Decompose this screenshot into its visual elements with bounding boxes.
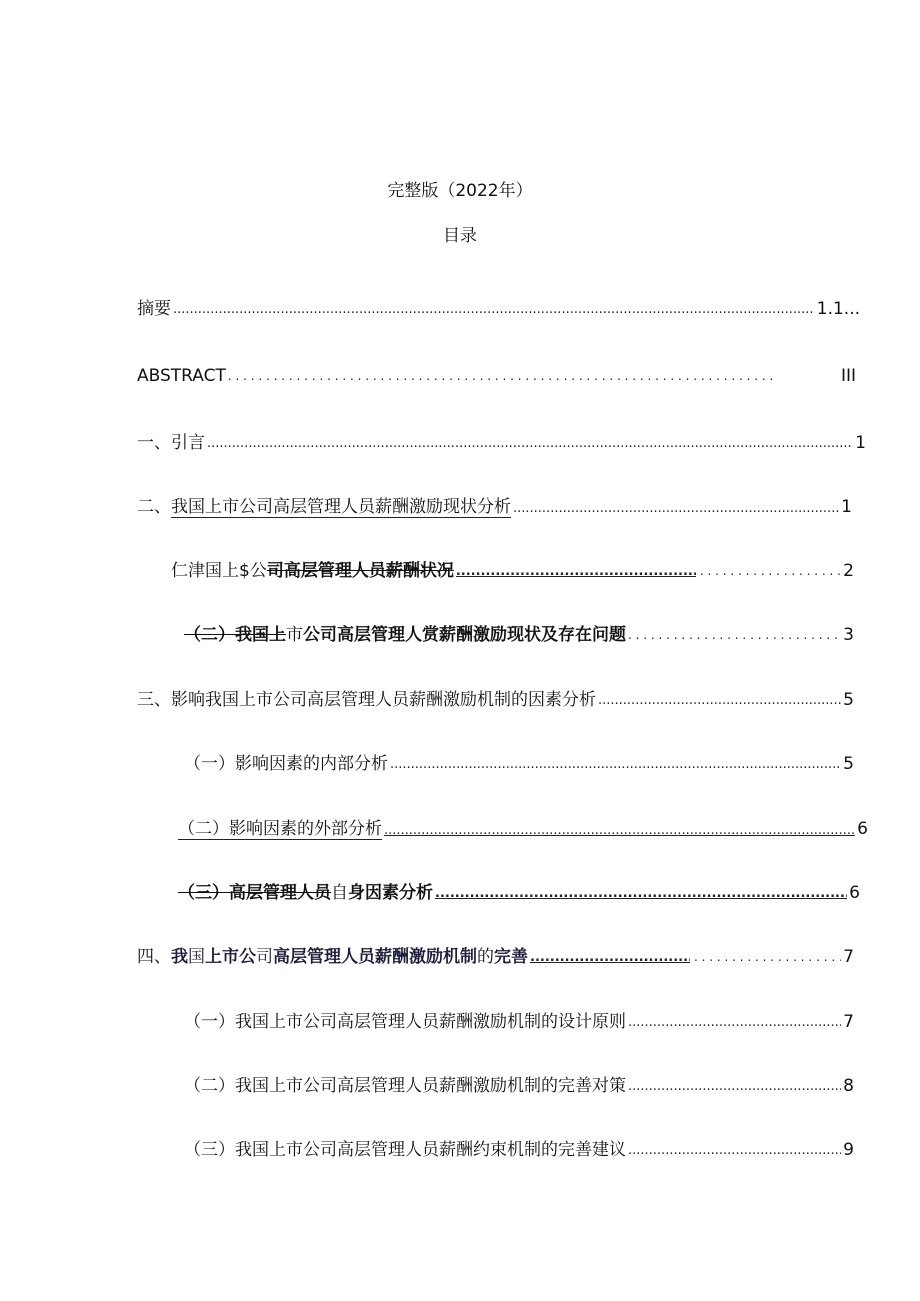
toc-entry-text-part: 司 — [256, 947, 273, 967]
toc-entry-text-part: 的 — [477, 947, 494, 967]
toc-entry-text-part: （三）高层管理人员 — [178, 883, 331, 903]
toc-entry[interactable] — [178, 878, 860, 903]
toc-entry-text-part: （二）我国上 — [184, 625, 286, 645]
toc-page-number: 1 — [855, 433, 866, 453]
toc-entry[interactable] — [137, 428, 866, 453]
toc-entry-text: 三、影响我国上市公司高层管理人员薪酬激励机制的因素分析 — [137, 690, 596, 710]
toc-entry-text-part: 自 — [331, 883, 348, 903]
toc-leader — [628, 1144, 841, 1160]
toc-leader — [173, 303, 815, 319]
toc-leader — [513, 502, 839, 518]
toc-page-number: 7 — [843, 1012, 854, 1032]
toc-leader — [435, 887, 847, 903]
toc-leader — [694, 951, 841, 967]
toc-leader — [384, 824, 855, 840]
toc-title: 目录 — [443, 226, 477, 246]
toc-entry-text: （二）我国上市公司高层管理人员薪酬激励机制的完善对策 — [184, 1076, 626, 1096]
toc-leader — [628, 1080, 841, 1096]
toc-entry-text-part: 司高层管理人员薪酬状况 — [266, 561, 454, 581]
toc-entry-text-part: 四、 — [137, 947, 171, 967]
toc-entry-text: 一、引言 — [137, 433, 205, 453]
toc-page-number: 6 — [849, 883, 860, 903]
toc-leader — [628, 1016, 841, 1032]
toc-entry-text: （二）影响因素的外部分析 — [178, 814, 382, 840]
toc-leader-bold — [456, 565, 696, 581]
toc-entry-text-part: 仁津国上$公 — [171, 561, 267, 581]
toc-entry-text-part: 市 — [286, 625, 303, 645]
toc-entry[interactable] — [171, 556, 854, 581]
toc-page-number: 9 — [843, 1140, 854, 1160]
toc-page-number: III — [840, 366, 856, 386]
toc-entry[interactable] — [184, 620, 854, 645]
toc-page-number: 3 — [843, 625, 854, 645]
toc-leader — [390, 758, 841, 774]
toc-entry-text: ABSTRACT — [137, 366, 226, 386]
toc-entry[interactable] — [184, 1007, 854, 1032]
toc-page-number: 1 — [841, 497, 852, 517]
toc-entry[interactable] — [184, 1135, 854, 1160]
toc-entry-text-part: 高层管理人员薪酬激励机制 — [273, 947, 477, 967]
toc-entry[interactable] — [137, 492, 852, 518]
toc-entry[interactable] — [137, 685, 854, 710]
toc-entry[interactable] — [137, 294, 860, 319]
toc-leader — [628, 629, 841, 645]
toc-leader — [207, 437, 853, 453]
toc-entry-text: 摘要 — [137, 299, 171, 319]
toc-entry-text-part: 上市公 — [205, 947, 256, 967]
toc-leader-bold — [530, 951, 690, 967]
toc-entry[interactable] — [184, 1071, 854, 1096]
toc-entry-text-part: 公 — [303, 625, 320, 645]
toc-entry[interactable] — [137, 942, 854, 967]
toc-entry[interactable] — [178, 814, 868, 840]
toc-page-number: 8 — [843, 1076, 854, 1096]
document-subtitle: 完整版（2022年） — [387, 181, 533, 201]
toc-leader — [228, 370, 839, 386]
toc-entry[interactable] — [184, 749, 854, 774]
toc-leader — [598, 694, 841, 710]
toc-page-number: 2 — [843, 561, 854, 581]
toc-entry-text-part: 国 — [188, 947, 205, 967]
toc-entry-text: （一）我国上市公司高层管理人员薪酬激励机制的设计原则 — [184, 1012, 626, 1032]
toc-entry-text-part: 我 — [171, 947, 188, 967]
toc-page-number: 6 — [857, 819, 868, 839]
toc-page-number: 5 — [843, 754, 854, 774]
toc-entry-text: （一）影响因素的内部分析 — [184, 754, 388, 774]
toc-entry-text-part: 司高层管理人赏薪酬激励现状及存在问题 — [320, 625, 626, 645]
toc-page-number: 1.1... — [816, 299, 860, 319]
toc-page-number: 5 — [843, 690, 854, 710]
toc-entry-prefix: 二、 — [137, 497, 171, 517]
toc-entry-text-part: 完善 — [494, 947, 528, 967]
toc-entry-text: （三）我国上市公司高层管理人员薪酬约束机制的完善建议 — [184, 1140, 626, 1160]
toc-page-number: 7 — [843, 947, 854, 967]
toc-leader — [700, 565, 841, 581]
toc-entry[interactable] — [137, 366, 856, 386]
toc-entry-text: 我国上市公司高层管理人员薪酬激励现状分析 — [171, 492, 511, 518]
toc-entry-text-part: 身因素分析 — [348, 883, 433, 903]
